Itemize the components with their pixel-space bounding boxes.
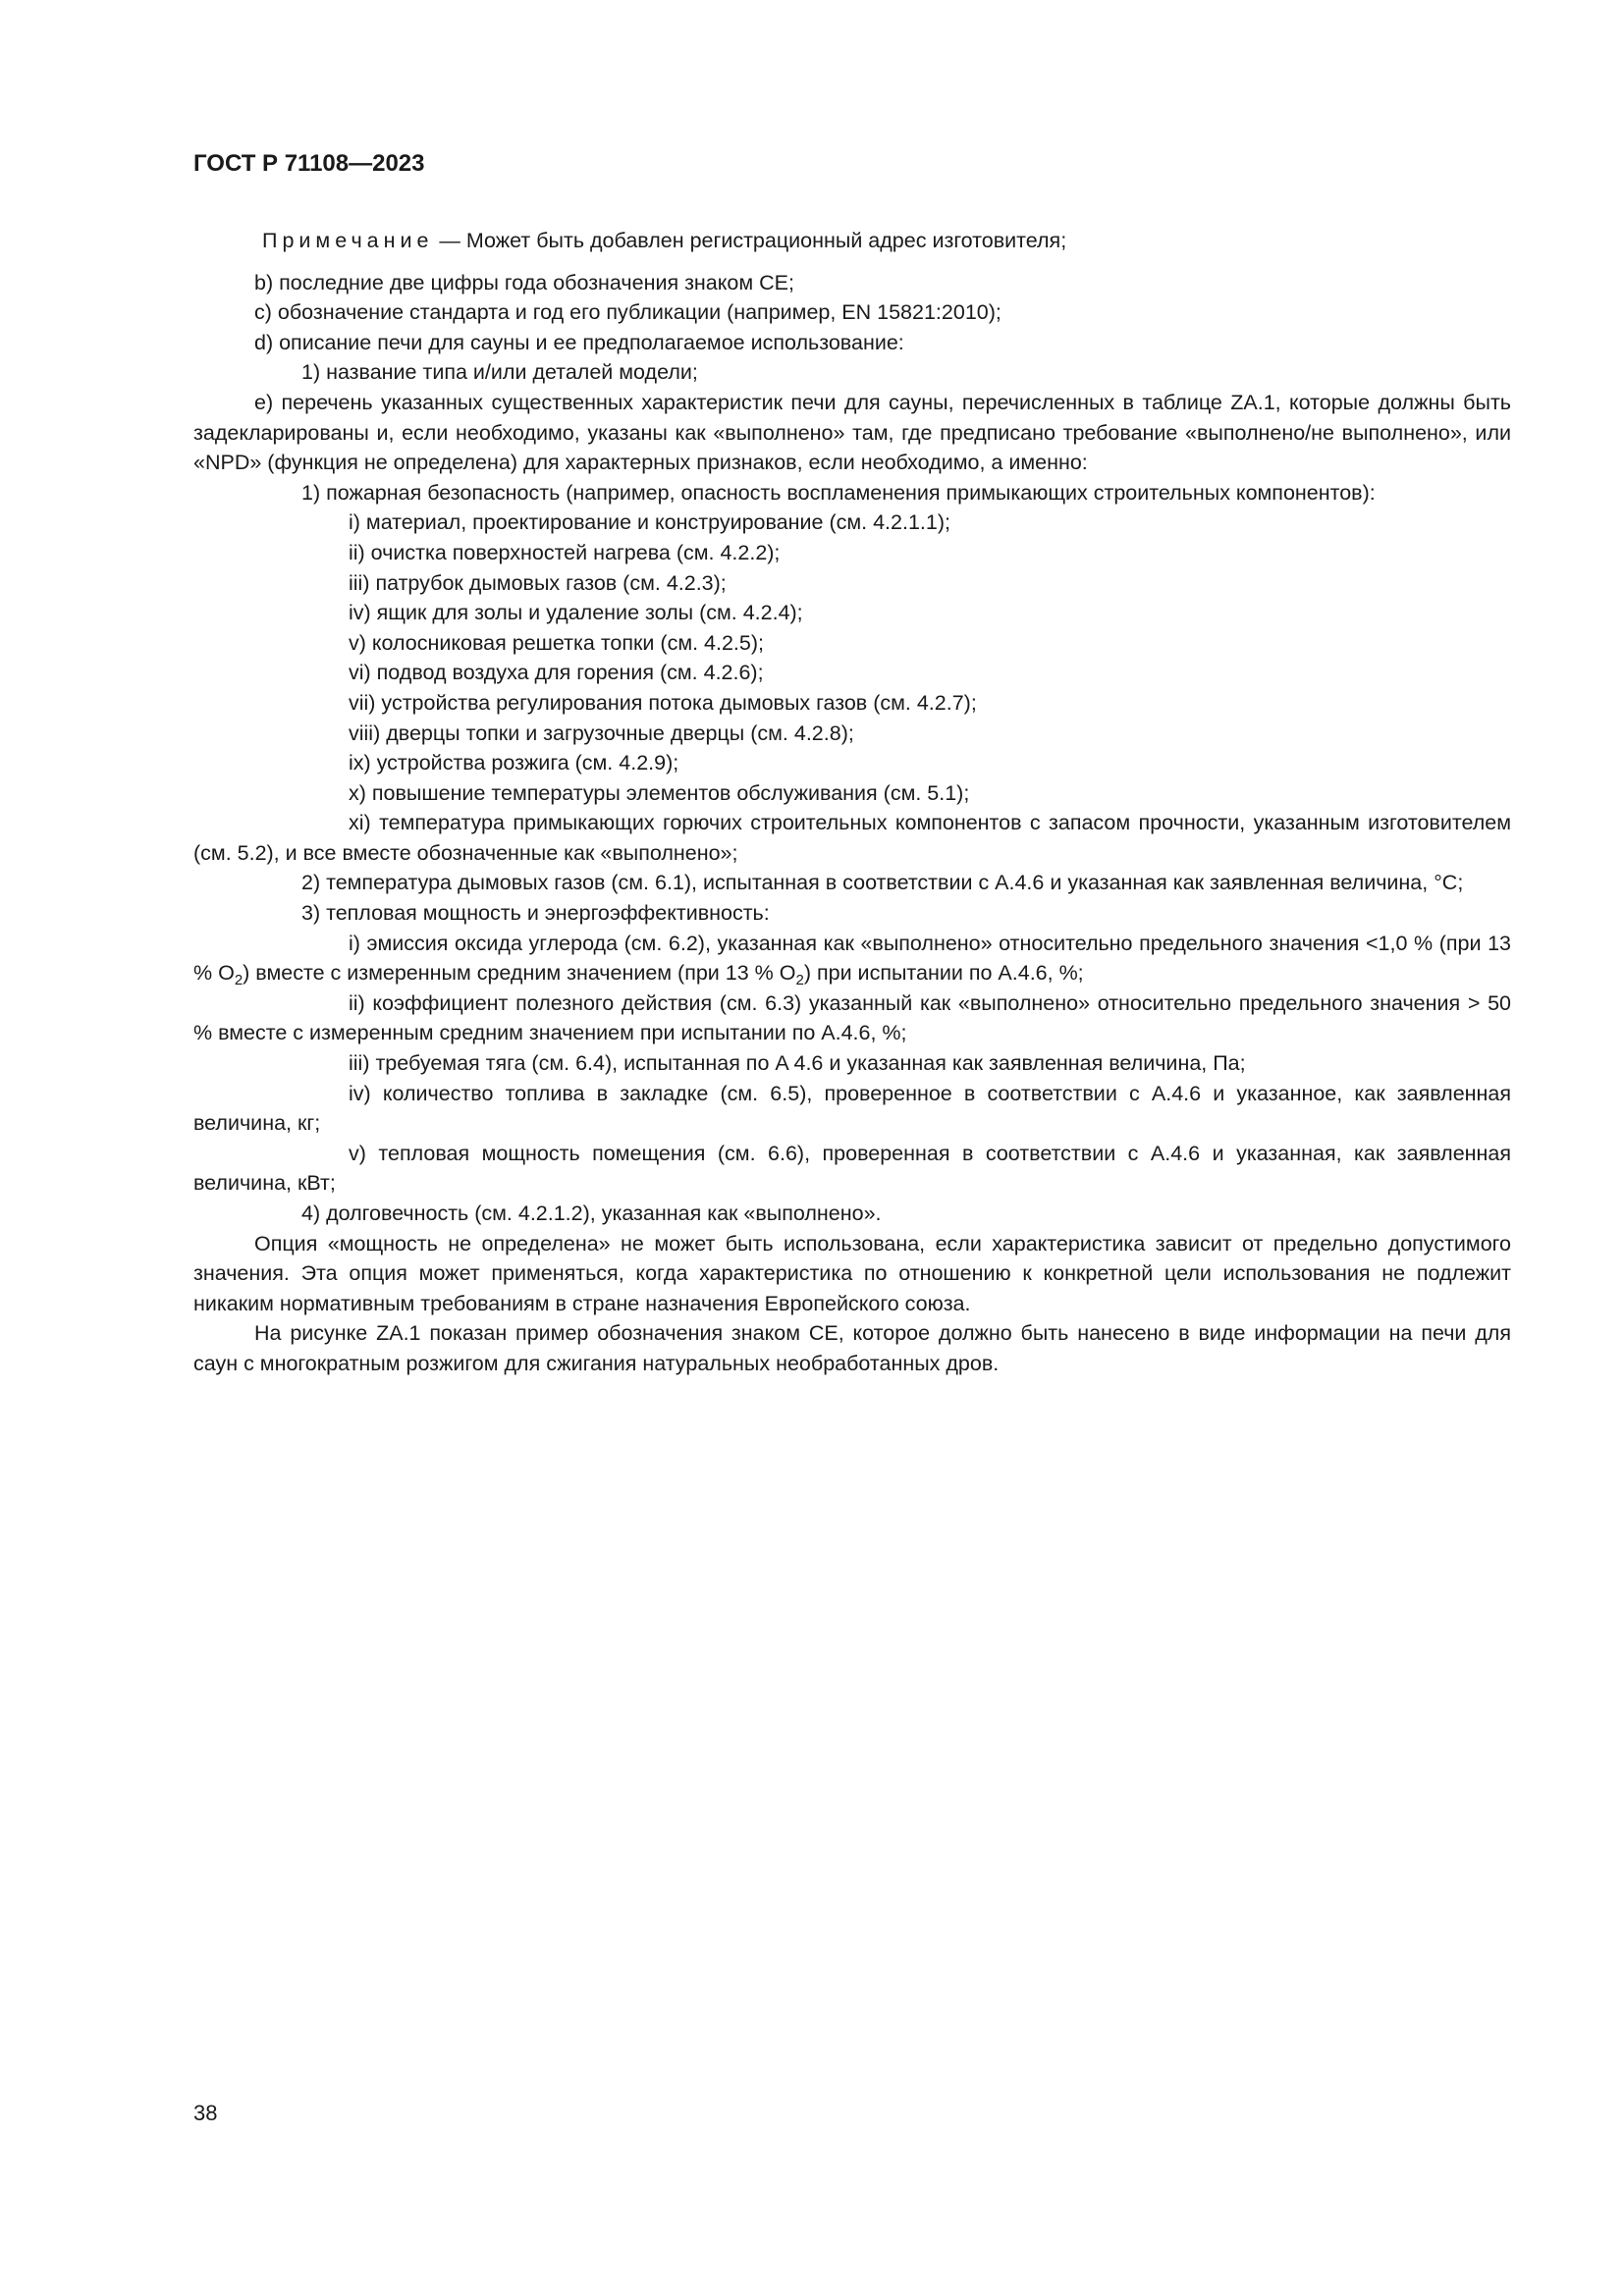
- e3-i-text-3: ) при испытании по A.4.6, %;: [803, 961, 1084, 986]
- list-item-e3-iv: iv) количество топлива в закладке (см. 6.5), проверенное в соответствии с A.4.6 и указанное, как заявленная величина, кг;: [193, 1081, 1511, 1136]
- list-item-e1-x: x) повышение температуры элементов обслуживания (см. 5.1);: [349, 780, 970, 805]
- list-item-c: c) обозначение стандарта и год его публикации (например, EN 15821:2010);: [254, 300, 1001, 325]
- list-item-e3: 3) тепловая мощность и энергоэффективность:: [301, 901, 770, 926]
- list-item-e3-i: [193, 929, 1511, 988]
- list-item-e: e) перечень указанных существенных характеристик печи для сауны, перечисленных в таблице ZA.1, которые должны быть задекларированы и, если необходимо, указаны как «выполнено» там, где предписано требование «выполнено/не выполнено», или «NPD» (функция не определена) для характерных признаков, если необходимо, а именно:: [193, 390, 1511, 475]
- list-item-d1: 1) название типа и/или деталей модели;: [301, 360, 698, 385]
- list-item-e1-xi: xi) температура примыкающих горючих строительных компонентов с запасом прочности, указанным изготовителем (см. 5.2), и все вместе обозначенные как «выполнено»;: [193, 811, 1511, 865]
- paragraph-figure: На рисунке ZA.1 показан пример обозначения знаком CE, которое должно быть нанесено в виде информации на печи для саун с многократным розжигом для сжигания натуральных необработанных дров.: [193, 1321, 1511, 1375]
- list-item-e3-v: v) тепловая мощность помещения (см. 6.6), проверенная в соответствии с A.4.6 и указанная, как заявленная величина, кВт;: [193, 1141, 1511, 1196]
- list-item-d: d) описание печи для сауны и ее предполагаемое использование:: [254, 330, 904, 354]
- list-item-e3-iii: iii) требуемая тяга (см. 6.4), испытанная по A 4.6 и указанная как заявленная величина, Па;: [349, 1051, 1246, 1076]
- note-text: Может быть добавлен регистрационный адрес изготовителя;: [465, 229, 1067, 252]
- note: [193, 226, 1511, 256]
- list-item-e1-v: v) колосниковая решетка топки (см. 4.2.5);: [349, 630, 764, 655]
- list-item-e1: 1) пожарная безопасность (например, опасность воспламенения примыкающих строительных компонентов):: [301, 480, 1376, 505]
- paragraph-option: Опция «мощность не определена» не может быть использована, если характеристика зависит от предельно допустимого значения. Эта опция может применяться, когда характеристика по отношению к конкретной цели использования не подлежит никаким нормативным требованиям в стране назначения Европейского союза.: [193, 1231, 1511, 1315]
- list-item-e1-vii: vii) устройства регулирования потока дымовых газов (см. 4.2.7);: [349, 690, 977, 715]
- list-item-e1-ii: ii) очистка поверхностей нагрева (см. 4.2.2);: [349, 540, 781, 564]
- list-item-e1-ix: ix) устройства розжига (см. 4.2.9);: [349, 751, 679, 775]
- list-item-e1-iv: iv) ящик для золы и удаление золы (см. 4.2.4);: [349, 601, 803, 625]
- list-item-e3-ii: ii) коэффициент полезного действия (см. 6.3) указанный как «выполнено» относительно предельного значения > 50 % вместе с измеренным средним значением при испытании по A.4.6, %;: [193, 990, 1511, 1045]
- e3-i-subscript-1: 2: [234, 972, 244, 989]
- e3-i-text-2: ) вместе с измеренным средним значением (при 13 % O: [243, 961, 796, 986]
- list-item-e2: 2) температура дымовых газов (см. 6.1), испытанная в соответствии с A.4.6 и указанная как заявленная величина, °C;: [301, 871, 1464, 895]
- list-item-e4: 4) долговечность (см. 4.2.1.2), указанная как «выполнено».: [301, 1201, 882, 1225]
- standard-header: ГОСТ Р 71108—2023: [193, 150, 425, 177]
- list-item-b: b) последние две цифры года обозначения знаком CE;: [254, 270, 794, 294]
- e3-i-text-1: i) эмиссия оксида углерода (см. 6.2), указанная как «выполнено» относительно предельного значения <1,0 % (при 13 % O: [193, 931, 1511, 986]
- note-label: Примечание: [262, 229, 434, 252]
- list-item-e1-vi: vi) подвод воздуха для горения (см. 4.2.6);: [349, 661, 764, 685]
- document-body: [193, 226, 1511, 1379]
- note-dash: —: [433, 229, 466, 252]
- list-item-e1-viii: viii) дверцы топки и загрузочные дверцы (см. 4.2.8);: [349, 721, 854, 745]
- e3-i-subscript-2: 2: [795, 972, 804, 989]
- list-item-e1-i: i) материал, проектирование и конструирование (см. 4.2.1.1);: [349, 510, 950, 535]
- page-number: 38: [193, 2101, 218, 2125]
- list-item-e1-iii: iii) патрубок дымовых газов (см. 4.2.3);: [349, 570, 727, 595]
